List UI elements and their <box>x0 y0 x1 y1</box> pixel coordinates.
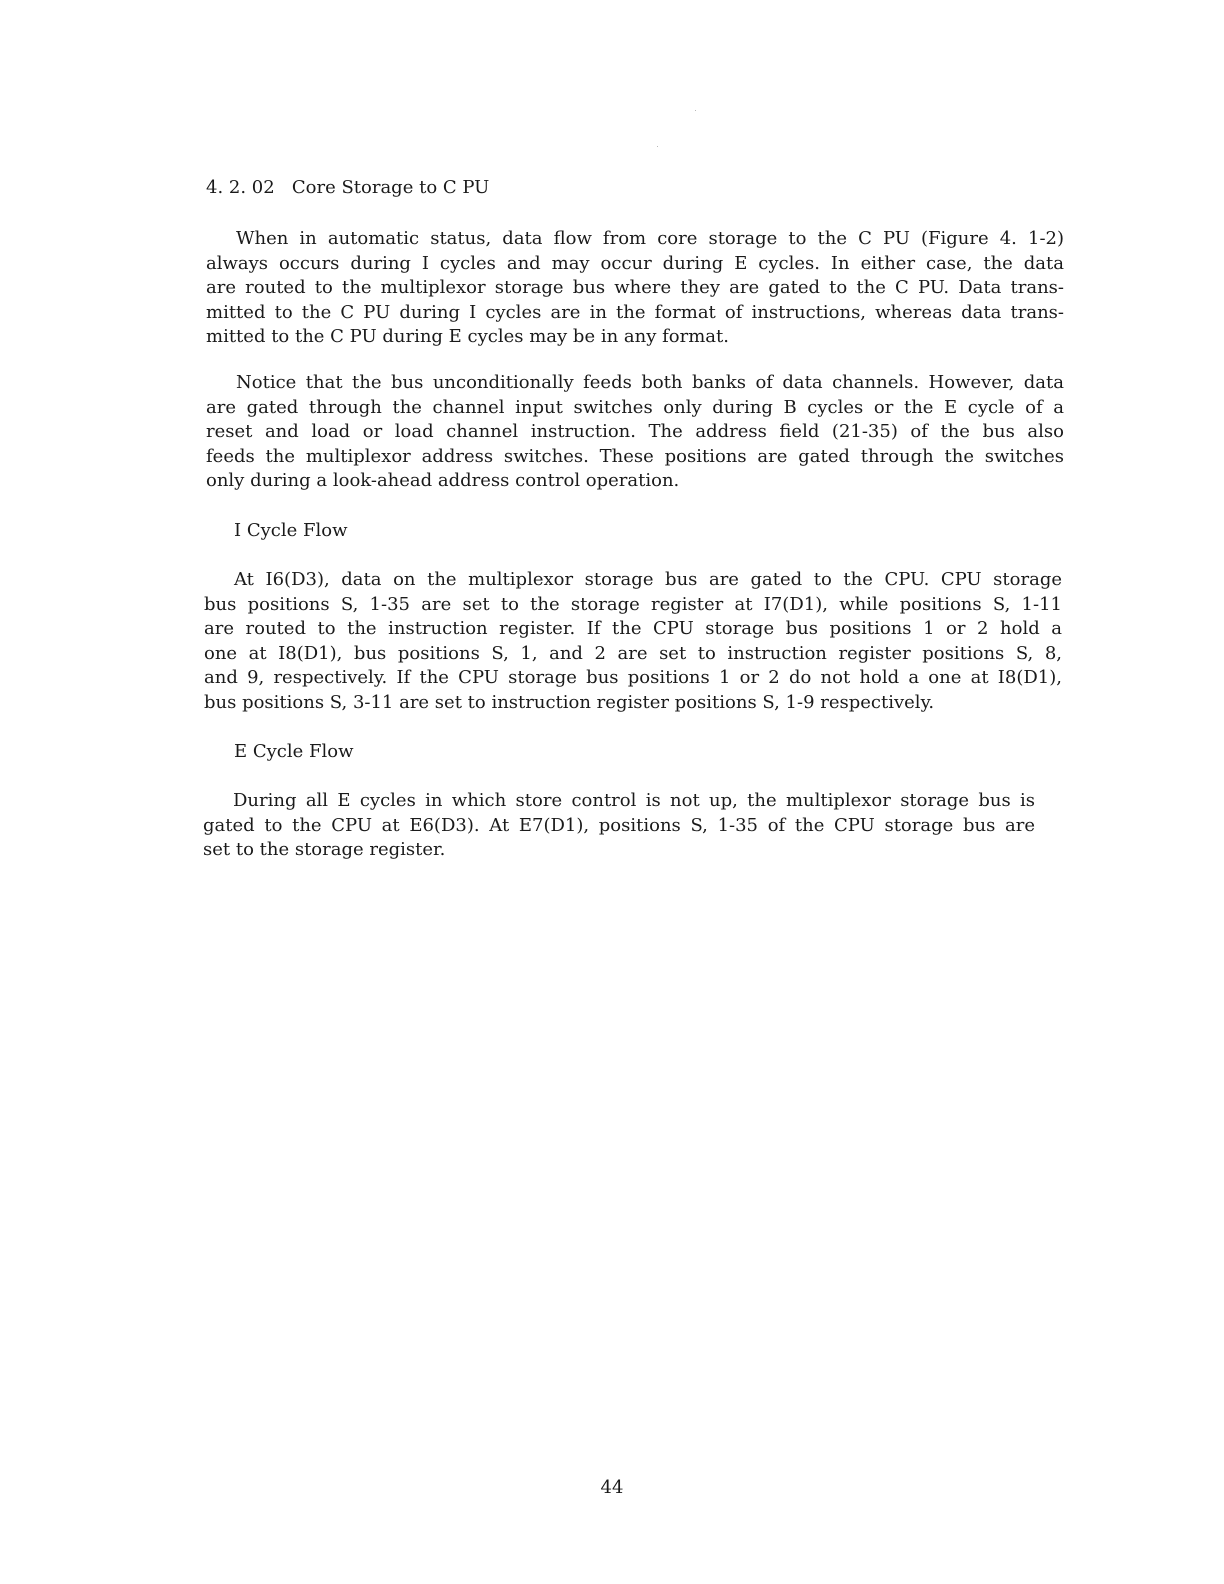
text-line: reset and load or load channel instruction. The address field (21-35) of the bus also <box>206 421 1064 443</box>
text-line: bus positions S, 3-11 are set to instruction register positions S, 1-9 respectively. <box>204 691 935 713</box>
scan-speck <box>657 146 658 147</box>
paragraph-i-cycle-flow <box>204 568 1062 716</box>
text-line: gated to the CPU at E6(D3). At E7(D1), positions S, 1-35 of the CPU storage bus are <box>203 814 1035 836</box>
text-line: are routed to the instruction register. If the CPU storage bus positions 1 or 2 hold a <box>204 618 1062 640</box>
text-line: During all E cycles in which store control is not up, the multiplexor storage bus is <box>233 790 1035 811</box>
text-line: At I6(D3), data on the multiplexor storage bus are gated to the CPU. CPU storage <box>234 569 1062 590</box>
text-line: mitted to the C PU during I cycles are in the format of instructions, whereas data trans- <box>206 301 1064 323</box>
text-line: only during a look-ahead address control operation. <box>206 470 680 492</box>
text-line: are routed to the multiplexor storage bus where they are gated to the C PU. Data trans- <box>206 277 1064 299</box>
text-line: bus positions S, 1-35 are set to the storage register at I7(D1), while positions S, 1-11 <box>204 593 1062 615</box>
subheading-e-cycle-flow: E Cycle Flow <box>234 741 354 762</box>
paragraph-bus-feeds <box>206 371 1064 494</box>
scan-speck <box>695 110 696 111</box>
text-line: one at I8(D1), bus positions S, 1, and 2 are set to instruction register positions S, 8, <box>204 642 1062 664</box>
subheading-i-cycle-flow: I Cycle Flow <box>234 520 348 541</box>
text-line: feeds the multiplexor address switches. These positions are gated through the switches <box>206 445 1064 467</box>
text-line: and 9, respectively. If the CPU storage bus positions 1 or 2 do not hold a one at I8(D1), <box>204 667 1062 689</box>
paragraph-core-storage-flow <box>206 227 1064 350</box>
section-heading: 4. 2. 02 Core Storage to C PU <box>206 177 490 198</box>
text-line: When in automatic status, data flow from core storage to the C PU (Figure 4. 1-2) <box>236 228 1064 249</box>
page-number: 44 <box>600 1477 624 1498</box>
text-line: mitted to the C PU during E cycles may be in any format. <box>206 326 729 348</box>
text-line: Notice that the bus unconditionally feeds both banks of data channels. However, data <box>236 372 1064 393</box>
paragraph-e-cycle-flow <box>203 789 1035 863</box>
text-line: set to the storage register. <box>203 839 446 861</box>
text-line: always occurs during I cycles and may occur during E cycles. In either case, the data <box>206 252 1064 274</box>
text-line: are gated through the channel input switches only during B cycles or the E cycle of a <box>206 396 1064 418</box>
